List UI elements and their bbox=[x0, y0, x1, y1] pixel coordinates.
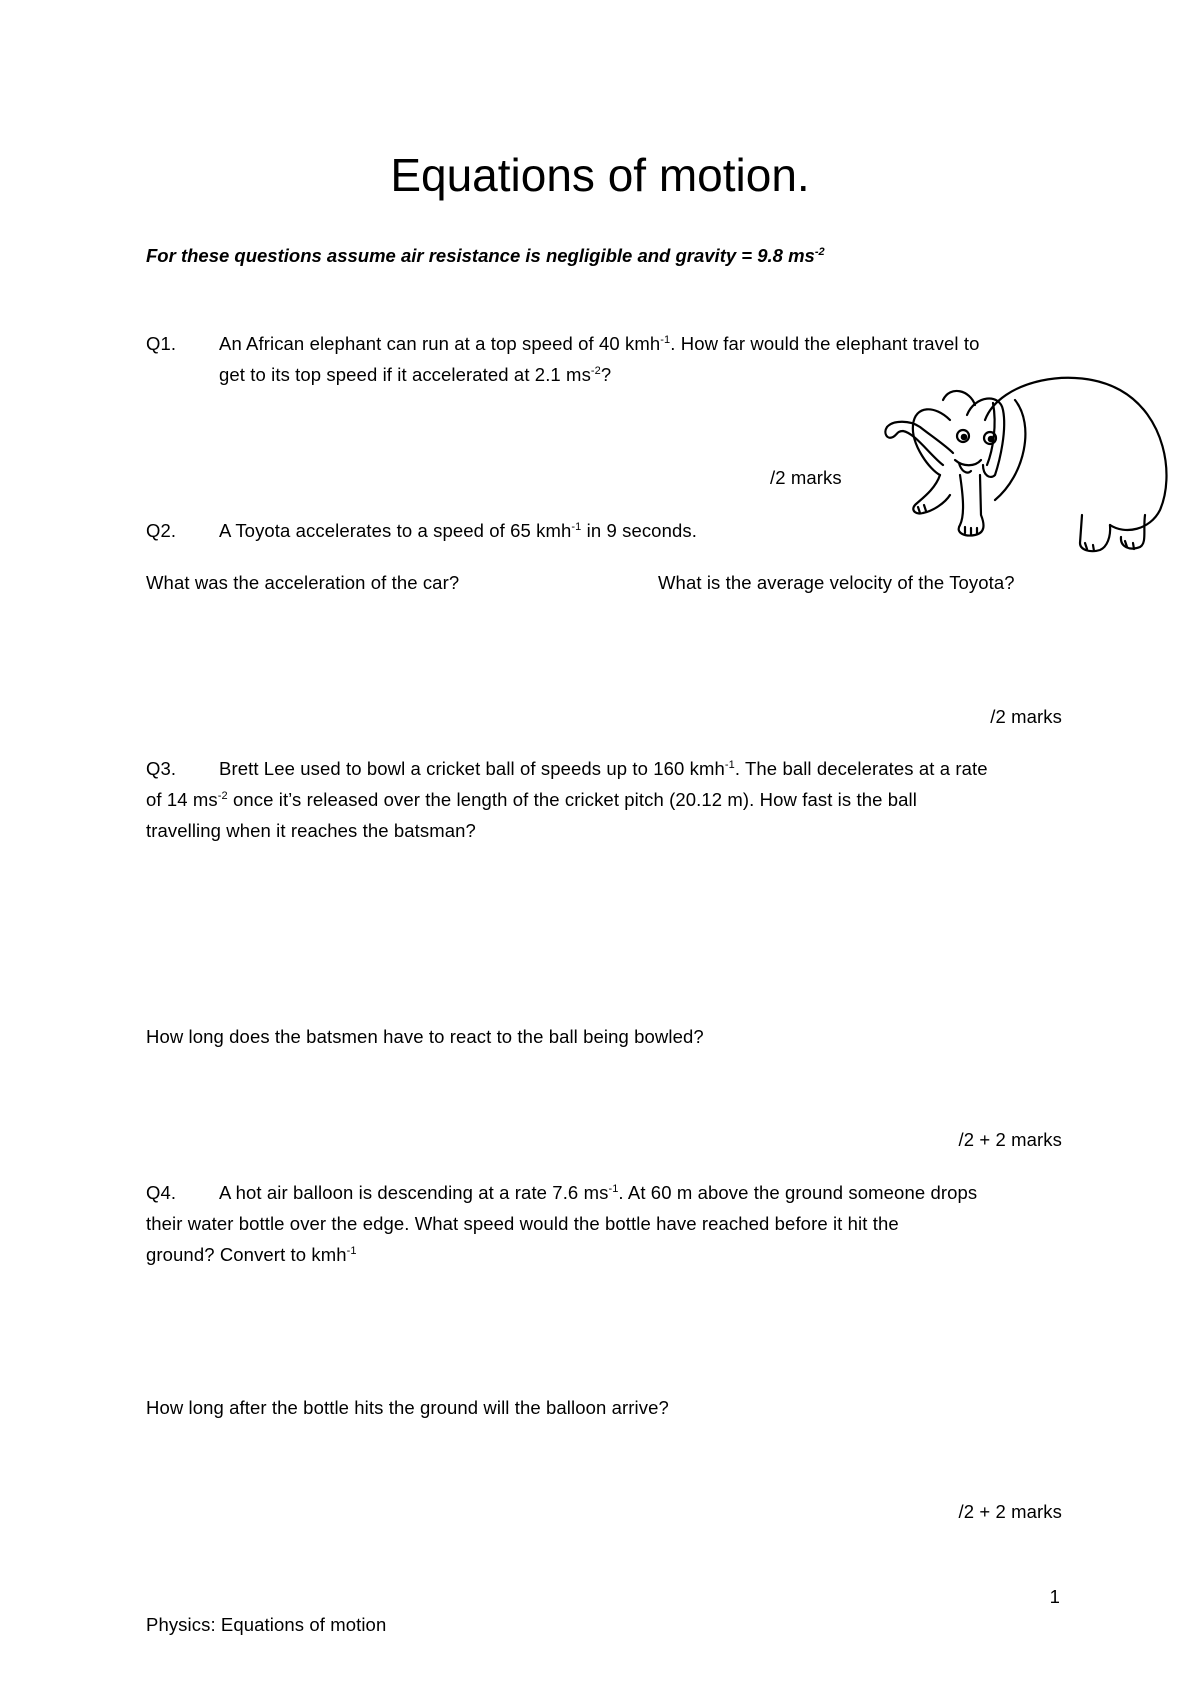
q1-line1 bbox=[219, 333, 980, 355]
instruction-main: For these questions assume air resistance is negligible and gravity = 9.8 ms bbox=[146, 245, 815, 266]
instruction-text bbox=[146, 245, 825, 267]
q3-part-b: How long does the batsmen have to react to the ball being bowled? bbox=[146, 1026, 704, 1047]
q4-marks: /2 + 2 marks bbox=[958, 1501, 1062, 1522]
q1-line2-sup: -2 bbox=[590, 364, 601, 377]
q1-number: Q1. bbox=[146, 333, 177, 354]
q2-part-a: What was the acceleration of the car? bbox=[146, 572, 460, 593]
q3-line2-text-b: once it’s released over the length of the cricket pitch (20.12 m). How fast is the ball bbox=[227, 789, 917, 810]
q4-line3-sup: -1 bbox=[346, 1244, 357, 1257]
q4-line1-text-b: . At 60 m above the ground someone drops bbox=[618, 1182, 978, 1203]
instruction-superscript: -2 bbox=[814, 245, 825, 258]
q4-line1 bbox=[219, 1182, 977, 1204]
q1-line1-sup: -1 bbox=[660, 333, 671, 346]
q2-marks: /2 marks bbox=[990, 706, 1062, 727]
q1-line1-text-b: . How far would the elephant travel to bbox=[670, 333, 980, 354]
q4-line1-text: A hot air balloon is descending at a rate 7.6 ms bbox=[219, 1182, 609, 1203]
q1-line1-text: An African elephant can run at a top speed of 40 kmh bbox=[219, 333, 661, 354]
q2-number: Q2. bbox=[146, 520, 177, 541]
q3-line1-sup: -1 bbox=[724, 758, 735, 771]
q3-line2 bbox=[146, 789, 917, 811]
footer-text: Physics: Equations of motion bbox=[146, 1614, 387, 1635]
q1-line2-text: get to its top speed if it accelerated at 2.1 ms bbox=[219, 364, 591, 385]
q2-line1-text-b: in 9 seconds. bbox=[581, 520, 697, 541]
q4-line2: their water bottle over the edge. What speed would the bottle have reached before it hit the bbox=[146, 1213, 899, 1234]
q3-line2-text: of 14 ms bbox=[146, 789, 218, 810]
q3-line3: travelling when it reaches the batsman? bbox=[146, 820, 476, 841]
q3-line1-text-b: . The ball decelerates at a rate bbox=[734, 758, 988, 779]
q4-line1-sup: -1 bbox=[608, 1182, 619, 1195]
elephant-illustration bbox=[875, 365, 1175, 565]
q2-line1-sup: -1 bbox=[571, 520, 582, 533]
q1-marks: /2 marks bbox=[770, 467, 842, 488]
q1-line2-text-b: ? bbox=[600, 364, 612, 385]
q3-marks: /2 + 2 marks bbox=[958, 1129, 1062, 1150]
q4-number: Q4. bbox=[146, 1182, 177, 1203]
q4-line3-text: ground? Convert to kmh bbox=[146, 1244, 347, 1265]
q4-part-b: How long after the bottle hits the ground will the balloon arrive? bbox=[146, 1397, 669, 1418]
q3-line2-sup: -2 bbox=[217, 789, 228, 802]
q3-number: Q3. bbox=[146, 758, 177, 779]
page-number: 1 bbox=[1049, 1586, 1060, 1607]
q2-line1-text: A Toyota accelerates to a speed of 65 kmh bbox=[219, 520, 572, 541]
q3-line1 bbox=[219, 758, 988, 780]
q1-line2 bbox=[219, 364, 611, 386]
q2-part-b: What is the average velocity of the Toyota? bbox=[658, 572, 1015, 593]
q4-line3 bbox=[146, 1244, 357, 1266]
q2-line1 bbox=[219, 520, 697, 542]
page-title: Equations of motion. bbox=[390, 149, 810, 201]
q3-line1-text: Brett Lee used to bowl a cricket ball of speeds up to 160 kmh bbox=[219, 758, 725, 779]
